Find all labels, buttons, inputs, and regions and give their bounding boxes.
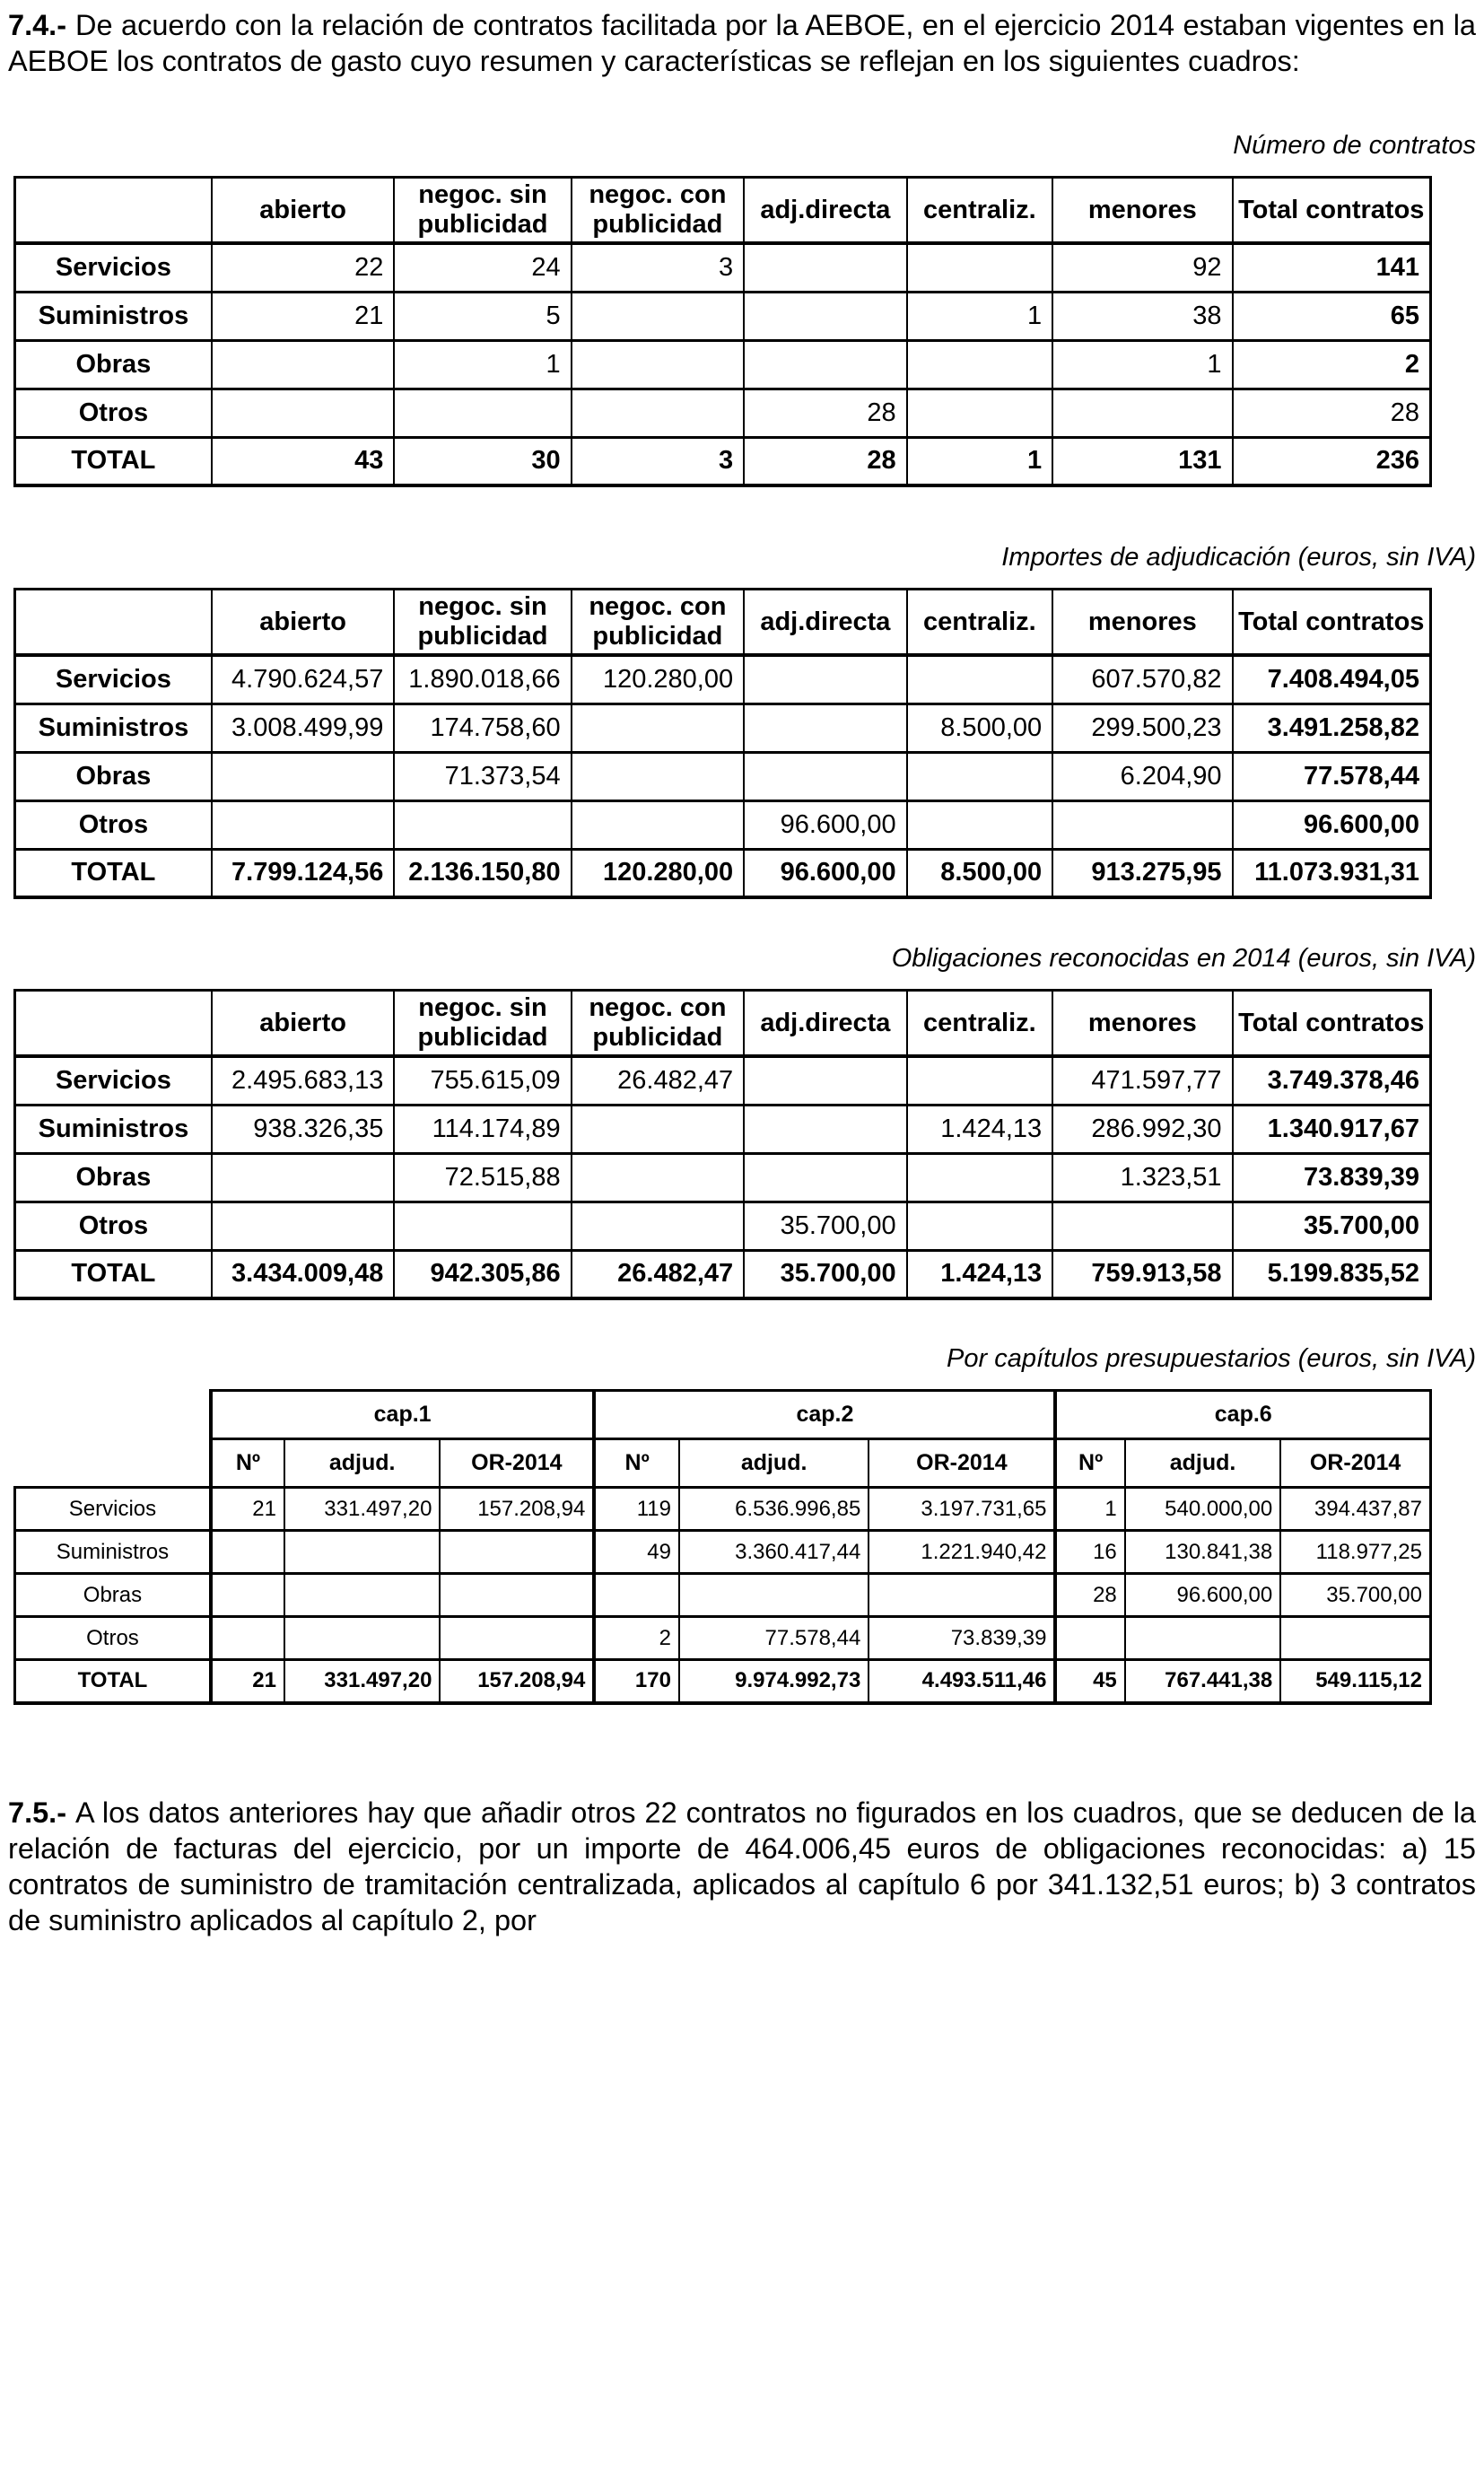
table-cell: [212, 752, 395, 800]
table-cell: 35.700,00: [1233, 1202, 1431, 1250]
table-cell: 49: [594, 1531, 679, 1574]
table-cell: [744, 655, 906, 704]
table-cell: 3.197.731,65: [869, 1488, 1055, 1531]
table-cell: 8.500,00: [907, 704, 1053, 752]
table-cell: [744, 1105, 906, 1153]
column-header: Total contratos: [1233, 178, 1431, 244]
column-header: negoc. con publicidad: [572, 178, 745, 244]
table-cell: 65: [1233, 292, 1431, 340]
table-cell: [211, 1574, 284, 1617]
table-row: [15, 704, 1431, 752]
table-cell: 73.839,39: [1233, 1153, 1431, 1202]
table-cell: 141: [1233, 243, 1431, 292]
column-header: OR-2014: [1280, 1439, 1430, 1488]
column-header: Nº: [211, 1439, 284, 1488]
table-cell: [572, 1202, 745, 1250]
table-cell: [212, 389, 395, 437]
column-header: OR-2014: [440, 1439, 594, 1488]
table-cell: 3.749.378,46: [1233, 1056, 1431, 1105]
table-cell: 77.578,44: [1233, 752, 1431, 800]
table-cell: 1.890.018,66: [394, 655, 571, 704]
table-cell: 21: [211, 1488, 284, 1531]
column-header: abierto: [212, 991, 395, 1057]
paragraph-7-5-text: A los datos anteriores hay que añadir otros 22 contratos no figurados en los cuadros, que se deducen de la relación de facturas del ejercicio, por un importe de 464.006,45 euros de obligaciones reconocidas: a) 15 contratos de suministro de tramitación centralizada, aplicados al capítulo 6 por 341.132,51 euros; b) 3 contratos de suministro aplicados al capítulo 2, por: [8, 1796, 1476, 1936]
table-row: [15, 292, 1431, 340]
table-cell: [212, 1202, 395, 1250]
table-cell: 2.495.683,13: [212, 1056, 395, 1105]
row-label: Suministros: [15, 292, 212, 340]
table-cell: [394, 1202, 571, 1250]
table-cell: 1: [907, 437, 1053, 485]
column-header: abierto: [212, 590, 395, 656]
row-label: Otros: [15, 1617, 211, 1660]
paragraph-7-5: [8, 1795, 1476, 1938]
table-cell: 96.600,00: [744, 849, 906, 897]
table-cell: 45: [1055, 1660, 1124, 1703]
table-cell: 938.326,35: [212, 1105, 395, 1153]
table-cell: [1052, 389, 1232, 437]
row-label: Suministros: [15, 1531, 211, 1574]
column-header: centraliz.: [907, 991, 1053, 1057]
header-row: [15, 590, 1431, 656]
table-cell: [572, 292, 745, 340]
table-obligaciones-reconocidas: [13, 989, 1432, 1300]
table-cell: 286.992,30: [1052, 1105, 1232, 1153]
table-row: [15, 1531, 1431, 1574]
table-cell: [744, 243, 906, 292]
paragraph-7-4: [8, 7, 1476, 79]
table-cell: 2: [594, 1617, 679, 1660]
column-header: negoc. sin publicidad: [394, 991, 571, 1057]
table-row: [15, 340, 1431, 389]
table-cell: 3: [572, 437, 745, 485]
column-header: adj.directa: [744, 991, 906, 1057]
subheader-row: [15, 1439, 1431, 1488]
table-cell: 755.615,09: [394, 1056, 571, 1105]
table-row: [15, 1202, 1431, 1250]
table-cell: 1: [1052, 340, 1232, 389]
table-row: [15, 1574, 1431, 1617]
corner-cell: [15, 178, 212, 244]
column-header: Nº: [594, 1439, 679, 1488]
table-cell: 131: [1052, 437, 1232, 485]
corner-cell: [15, 991, 212, 1057]
table-row: [15, 800, 1431, 849]
table-cell: 92: [1052, 243, 1232, 292]
header-row: [15, 991, 1431, 1057]
table-cell: 35.700,00: [744, 1250, 906, 1298]
row-label: Otros: [15, 389, 212, 437]
table-cell: 331.497,20: [284, 1660, 440, 1703]
caption-obligaciones-reconocidas: Obligaciones reconocidas en 2014 (euros, sin IVA): [891, 944, 1476, 973]
table-cell: 16: [1055, 1531, 1124, 1574]
table-cell: [907, 800, 1053, 849]
table-cell: [440, 1574, 594, 1617]
table-cell: 4.790.624,57: [212, 655, 395, 704]
row-label: Otros: [15, 800, 212, 849]
row-label: TOTAL: [15, 849, 212, 897]
table-row: [15, 1617, 1431, 1660]
table-cell: [1052, 800, 1232, 849]
table-cell: [212, 340, 395, 389]
table-cell: 96.600,00: [1125, 1574, 1280, 1617]
table-cell: 96.600,00: [1233, 800, 1431, 849]
table-cell: [907, 340, 1053, 389]
column-header: Total contratos: [1233, 590, 1431, 656]
table-cell: [284, 1531, 440, 1574]
table-cell: 35.700,00: [1280, 1574, 1430, 1617]
table-cell: [440, 1617, 594, 1660]
table-cell: [394, 389, 571, 437]
table-cell: [907, 1153, 1053, 1202]
table-cell: [907, 752, 1053, 800]
column-header: negoc. sin publicidad: [394, 178, 571, 244]
caption-importes-adjudicacion: Importes de adjudicación (euros, sin IVA): [1001, 543, 1476, 572]
table-cell: 1: [907, 292, 1053, 340]
column-header: adj.directa: [744, 178, 906, 244]
table-cell: 72.515,88: [394, 1153, 571, 1202]
table-cell: 7.799.124,56: [212, 849, 395, 897]
column-header: adj.directa: [744, 590, 906, 656]
corner-blank: [15, 1439, 211, 1488]
table-cell: 2.136.150,80: [394, 849, 571, 897]
table-cell: 26.482,47: [572, 1056, 745, 1105]
table-cell: 174.758,60: [394, 704, 571, 752]
table-cell: 942.305,86: [394, 1250, 571, 1298]
table-cell: 5.199.835,52: [1233, 1250, 1431, 1298]
table-cell: 21: [212, 292, 395, 340]
table-cell: 1: [394, 340, 571, 389]
table-cell: 28: [1055, 1574, 1124, 1617]
table-cell: 11.073.931,31: [1233, 849, 1431, 897]
table-row: [15, 1056, 1431, 1105]
table-cell: [284, 1617, 440, 1660]
table-cell: [594, 1574, 679, 1617]
table-cell: [572, 1105, 745, 1153]
paragraph-7-5-number: 7.5.-: [8, 1796, 67, 1829]
row-label: Servicios: [15, 655, 212, 704]
group-header: cap.2: [594, 1391, 1055, 1439]
table-cell: [744, 704, 906, 752]
table-cell: 2: [1233, 340, 1431, 389]
table-capitulos-presupuestarios: [13, 1389, 1432, 1705]
row-label: Obras: [15, 1153, 212, 1202]
column-header: negoc. con publicidad: [572, 590, 745, 656]
table-cell: 236: [1233, 437, 1431, 485]
table-cell: 21: [211, 1660, 284, 1703]
table-cell: 299.500,23: [1052, 704, 1232, 752]
table-cell: 913.275,95: [1052, 849, 1232, 897]
table-cell: 3.008.499,99: [212, 704, 395, 752]
table-cell: 71.373,54: [394, 752, 571, 800]
column-header: adjud.: [679, 1439, 869, 1488]
column-header: adjud.: [284, 1439, 440, 1488]
table-cell: 1.221.940,42: [869, 1531, 1055, 1574]
column-header: negoc. con publicidad: [572, 991, 745, 1057]
table-row: [15, 1660, 1431, 1703]
table-cell: [572, 800, 745, 849]
column-header: OR-2014: [869, 1439, 1055, 1488]
table-cell: 28: [1233, 389, 1431, 437]
row-label: TOTAL: [15, 437, 212, 485]
corner-blank: [15, 1391, 211, 1439]
table-cell: [211, 1531, 284, 1574]
table-numero-de-contratos: [13, 176, 1432, 487]
row-label: TOTAL: [15, 1660, 211, 1703]
column-header: menores: [1052, 991, 1232, 1057]
table-row: [15, 849, 1431, 897]
table-cell: 759.913,58: [1052, 1250, 1232, 1298]
column-header: Nº: [1055, 1439, 1124, 1488]
table-row: [15, 752, 1431, 800]
table-cell: 24: [394, 243, 571, 292]
table-cell: 35.700,00: [744, 1202, 906, 1250]
table-cell: 549.115,12: [1280, 1660, 1430, 1703]
column-header: centraliz.: [907, 590, 1053, 656]
table-cell: [744, 1153, 906, 1202]
row-label: Otros: [15, 1202, 212, 1250]
table-cell: 3.434.009,48: [212, 1250, 395, 1298]
table-cell: [744, 292, 906, 340]
table-cell: 8.500,00: [907, 849, 1053, 897]
table-row: [15, 1105, 1431, 1153]
table-cell: 607.570,82: [1052, 655, 1232, 704]
table-cell: [907, 655, 1053, 704]
table-cell: [744, 340, 906, 389]
table-cell: 114.174,89: [394, 1105, 571, 1153]
table-cell: 120.280,00: [572, 655, 745, 704]
corner-cell: [15, 590, 212, 656]
table-cell: 9.974.992,73: [679, 1660, 869, 1703]
row-label: Suministros: [15, 1105, 212, 1153]
table-cell: 96.600,00: [744, 800, 906, 849]
table-cell: 6.536.996,85: [679, 1488, 869, 1531]
caption-numero-de-contratos: Número de contratos: [1233, 131, 1476, 160]
column-header: abierto: [212, 178, 395, 244]
table-cell: [572, 340, 745, 389]
table-cell: 130.841,38: [1125, 1531, 1280, 1574]
table-cell: [572, 1153, 745, 1202]
table-cell: [907, 243, 1053, 292]
table-cell: 30: [394, 437, 571, 485]
group-header: cap.1: [211, 1391, 594, 1439]
table-cell: 394.437,87: [1280, 1488, 1430, 1531]
table-cell: 38: [1052, 292, 1232, 340]
table-cell: [744, 752, 906, 800]
table-cell: 120.280,00: [572, 849, 745, 897]
column-header: Total contratos: [1233, 991, 1431, 1057]
table-cell: 170: [594, 1660, 679, 1703]
column-header: menores: [1052, 590, 1232, 656]
row-label: Servicios: [15, 243, 212, 292]
table-cell: [394, 800, 571, 849]
table-cell: 22: [212, 243, 395, 292]
table-cell: [572, 389, 745, 437]
table-row: [15, 243, 1431, 292]
row-label: Obras: [15, 1574, 211, 1617]
table-cell: [572, 752, 745, 800]
table-cell: [572, 704, 745, 752]
table-cell: [212, 1153, 395, 1202]
column-header: menores: [1052, 178, 1232, 244]
table-cell: 73.839,39: [869, 1617, 1055, 1660]
table-cell: 767.441,38: [1125, 1660, 1280, 1703]
row-label: Servicios: [15, 1056, 212, 1105]
table-cell: 471.597,77: [1052, 1056, 1232, 1105]
table-cell: 4.493.511,46: [869, 1660, 1055, 1703]
table-cell: [440, 1531, 594, 1574]
table-cell: 7.408.494,05: [1233, 655, 1431, 704]
table-cell: [679, 1574, 869, 1617]
table-cell: 26.482,47: [572, 1250, 745, 1298]
table-row: [15, 389, 1431, 437]
table-row: [15, 437, 1431, 485]
table-cell: 157.208,94: [440, 1488, 594, 1531]
table-cell: [1125, 1617, 1280, 1660]
row-label: Servicios: [15, 1488, 211, 1531]
table-cell: 43: [212, 437, 395, 485]
column-header: adjud.: [1125, 1439, 1280, 1488]
table-cell: [907, 1056, 1053, 1105]
table-cell: 3.360.417,44: [679, 1531, 869, 1574]
table-importes-adjudicacion: [13, 588, 1432, 899]
paragraph-7-4-number: 7.4.-: [8, 9, 67, 41]
table-cell: 77.578,44: [679, 1617, 869, 1660]
table-cell: 1.340.917,67: [1233, 1105, 1431, 1153]
table-cell: [1052, 1202, 1232, 1250]
table-cell: [869, 1574, 1055, 1617]
table-cell: [284, 1574, 440, 1617]
table-cell: 118.977,25: [1280, 1531, 1430, 1574]
table-cell: 119: [594, 1488, 679, 1531]
column-header: centraliz.: [907, 178, 1053, 244]
table-cell: 28: [744, 389, 906, 437]
caption-capitulos-presupuestarios: Por capítulos presupuestarios (euros, sin IVA): [947, 1344, 1476, 1373]
table-row: [15, 1153, 1431, 1202]
table-cell: 1.323,51: [1052, 1153, 1232, 1202]
row-label: TOTAL: [15, 1250, 212, 1298]
group-header: cap.6: [1055, 1391, 1430, 1439]
table-cell: 6.204,90: [1052, 752, 1232, 800]
row-label: Obras: [15, 752, 212, 800]
table-cell: [744, 1056, 906, 1105]
table-cell: 5: [394, 292, 571, 340]
column-header: negoc. sin publicidad: [394, 590, 571, 656]
group-header-row: [15, 1391, 1431, 1439]
row-label: Obras: [15, 340, 212, 389]
table-cell: [211, 1617, 284, 1660]
table-row: [15, 1488, 1431, 1531]
table-cell: 1.424,13: [907, 1250, 1053, 1298]
table-cell: 331.497,20: [284, 1488, 440, 1531]
paragraph-7-4-text: De acuerdo con la relación de contratos facilitada por la AEBOE, en el ejercicio 2014 estaban vigentes en la AEBOE los contratos de gasto cuyo resumen y características se reflejan en los siguientes cuadros:: [8, 9, 1476, 77]
table-row: [15, 1250, 1431, 1298]
table-cell: 28: [744, 437, 906, 485]
table-cell: [907, 1202, 1053, 1250]
table-cell: [1280, 1617, 1430, 1660]
table-cell: [907, 389, 1053, 437]
table-cell: 1.424,13: [907, 1105, 1053, 1153]
table-cell: 3: [572, 243, 745, 292]
header-row: [15, 178, 1431, 244]
table-cell: 540.000,00: [1125, 1488, 1280, 1531]
row-label: Suministros: [15, 704, 212, 752]
table-row: [15, 655, 1431, 704]
table-cell: 3.491.258,82: [1233, 704, 1431, 752]
table-cell: [212, 800, 395, 849]
table-cell: [1055, 1617, 1124, 1660]
table-cell: 1: [1055, 1488, 1124, 1531]
table-cell: 157.208,94: [440, 1660, 594, 1703]
